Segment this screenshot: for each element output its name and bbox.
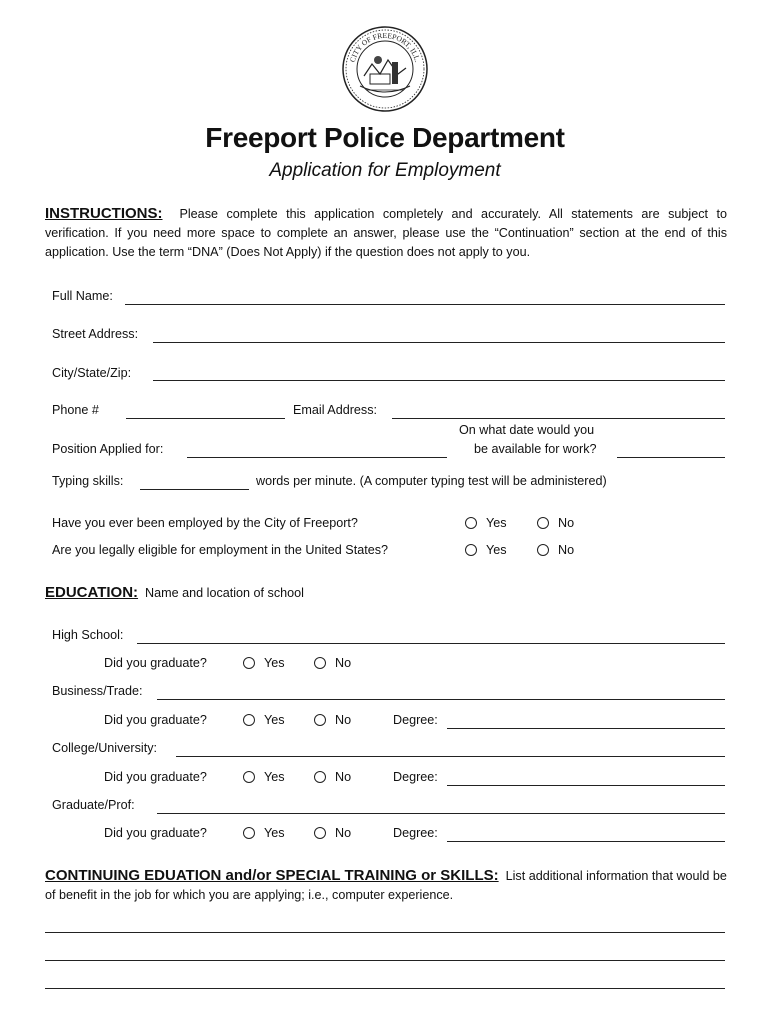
no-label: No — [335, 826, 352, 840]
city-seal-logo — [340, 24, 430, 114]
education-subheading: Name and location of school — [145, 586, 304, 600]
no-label: No — [558, 543, 575, 557]
street-address-label: Street Address: — [52, 327, 139, 341]
full-name-field[interactable] — [125, 304, 725, 305]
typing-label: Typing skills: — [52, 474, 124, 488]
no-label: No — [335, 713, 352, 727]
instructions-heading: INSTRUCTIONS: — [45, 205, 163, 222]
city-state-zip-field[interactable] — [153, 380, 725, 381]
continuing-line-2[interactable] — [45, 960, 725, 961]
grad-degree-field[interactable] — [447, 841, 725, 842]
radio-icon[interactable] — [537, 517, 549, 529]
hs-graduate-yes[interactable] — [243, 656, 285, 670]
college-degree-field[interactable] — [447, 785, 725, 786]
city-state-zip-label: City/State/Zip: — [52, 366, 132, 380]
education-heading: EDUCATION: — [45, 584, 139, 601]
radio-icon[interactable] — [537, 544, 549, 556]
position-label: Position Applied for: — [52, 442, 164, 456]
continuing-line-3[interactable] — [45, 988, 725, 989]
yes-label: Yes — [264, 770, 285, 784]
yes-label: Yes — [264, 713, 285, 727]
radio-icon[interactable] — [243, 714, 255, 726]
education-header — [45, 584, 304, 601]
legally-eligible-no[interactable] — [537, 543, 574, 557]
no-label: No — [335, 656, 352, 670]
college-graduate-no[interactable] — [314, 770, 351, 784]
phone-label: Phone # — [52, 403, 99, 417]
yes-label: Yes — [264, 656, 285, 670]
full-name-label: Full Name: — [52, 289, 113, 303]
grad-graduate-question: Did you graduate? — [104, 826, 207, 840]
instructions-text: Please complete this application completely and accurately. All statements are subject to verification. If you need more space to complete an answer, please use the “Continuation” section at the end of this application. Use the term “DNA” (Does Not Apply) if the question does not apply to you. — [45, 207, 727, 259]
page-subtitle: Application for Employment — [269, 160, 501, 181]
email-label: Email Address: — [293, 403, 377, 417]
position-field[interactable] — [187, 457, 447, 458]
radio-icon[interactable] — [465, 517, 477, 529]
street-address-field[interactable] — [153, 342, 725, 343]
page-title: Freeport Police Department — [205, 122, 565, 153]
grad-degree-label: Degree: — [393, 826, 438, 840]
legally-eligible-yes[interactable] — [465, 543, 507, 557]
question-legally-eligible: Are you legally eligible for employment in the United States? — [52, 543, 389, 557]
high-school-label: High School: — [52, 628, 124, 642]
typing-note: words per minute. (A computer typing test will be administered) — [256, 474, 607, 488]
radio-icon[interactable] — [314, 657, 326, 669]
bt-degree-field[interactable] — [447, 728, 725, 729]
yes-label: Yes — [486, 543, 507, 557]
question-employed-before: Have you ever been employed by the City of Freeport? — [52, 516, 358, 530]
email-field[interactable] — [392, 418, 725, 419]
instructions-block — [45, 204, 727, 262]
bt-degree-label: Degree: — [393, 713, 438, 727]
continuing-text: List additional information that would be of benefit in the job for which you are applying; i.e., computer experience. — [45, 869, 727, 902]
continuing-education-block — [45, 866, 727, 905]
radio-icon[interactable] — [314, 771, 326, 783]
bt-graduate-question: Did you graduate? — [104, 713, 207, 727]
availability-label-line2: be available for work? — [474, 442, 597, 456]
radio-icon[interactable] — [243, 827, 255, 839]
college-degree-label: Degree: — [393, 770, 438, 784]
college-graduate-question: Did you graduate? — [104, 770, 207, 784]
grad-graduate-yes[interactable] — [243, 826, 285, 840]
employed-before-yes[interactable] — [465, 516, 507, 530]
hs-graduate-no[interactable] — [314, 656, 351, 670]
employed-before-no[interactable] — [537, 516, 574, 530]
graduate-prof-label: Graduate/Prof: — [52, 798, 135, 812]
business-trade-field[interactable] — [157, 699, 725, 700]
continuing-heading: CONTINUING EDUATION and/or SPECIAL TRAINING or SKILLS: — [45, 867, 499, 884]
radio-icon[interactable] — [465, 544, 477, 556]
radio-icon[interactable] — [243, 771, 255, 783]
availability-date-field[interactable] — [617, 457, 725, 458]
college-label: College/University: — [52, 741, 157, 755]
business-trade-label: Business/Trade: — [52, 684, 143, 698]
yes-label: Yes — [264, 826, 285, 840]
radio-icon[interactable] — [243, 657, 255, 669]
high-school-field[interactable] — [137, 643, 725, 644]
grad-graduate-no[interactable] — [314, 826, 351, 840]
no-label: No — [335, 770, 352, 784]
yes-label: Yes — [486, 516, 507, 530]
availability-label-line1: On what date would you — [459, 423, 595, 437]
typing-wpm-field[interactable] — [140, 489, 249, 490]
bt-graduate-no[interactable] — [314, 713, 351, 727]
seal-text: CITY OF FREEPORT, ILL. — [347, 30, 423, 64]
radio-icon[interactable] — [314, 827, 326, 839]
hs-graduate-question: Did you graduate? — [104, 656, 207, 670]
graduate-prof-field[interactable] — [157, 813, 725, 814]
phone-field[interactable] — [126, 418, 285, 419]
no-label: No — [558, 516, 575, 530]
continuing-line-1[interactable] — [45, 932, 725, 933]
radio-icon[interactable] — [314, 714, 326, 726]
bt-graduate-yes[interactable] — [243, 713, 285, 727]
college-field[interactable] — [176, 756, 725, 757]
college-graduate-yes[interactable] — [243, 770, 285, 784]
